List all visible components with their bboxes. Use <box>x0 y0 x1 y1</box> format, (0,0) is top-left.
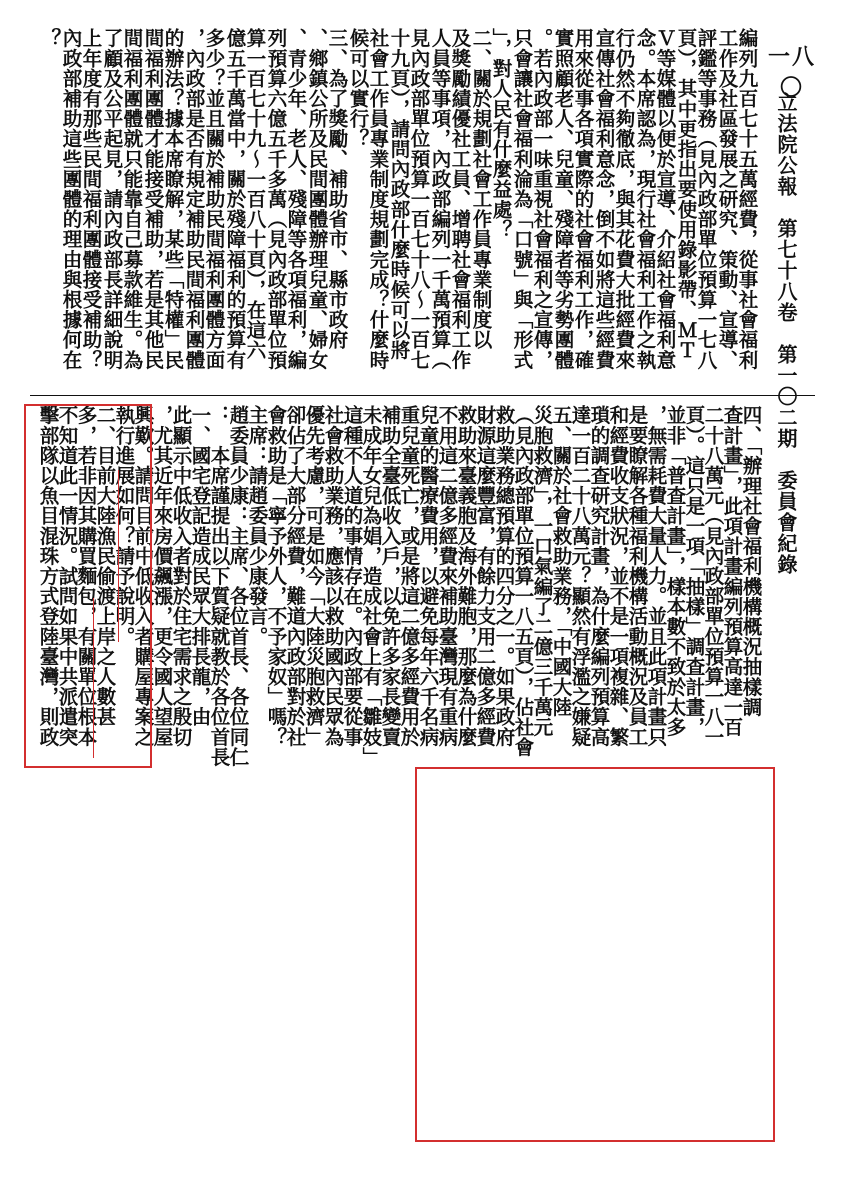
bottom-text-column: 多，若非因其購買麵包，有關單位根本 <box>74 405 98 747</box>
top-text-column: 二、關於規劃社會工作員專業制度以 <box>469 28 493 350</box>
bottom-text-column: 執行進展如何？請予說明。 <box>112 405 136 647</box>
bottom-text-column: 頁）。這只是一項「抽樣」調查計畫， <box>682 405 706 737</box>
top-text-column: 、鄉鎮公所及民間團體辦理兒童、婦女 <box>305 28 329 370</box>
top-text-column: Ｖ等媒體以便於宣導、介紹社會福利意 <box>653 28 677 370</box>
top-text-column: 宣傳社會福利意念，倒不如將這些經費 <box>592 28 616 370</box>
underline-mark-2 <box>93 598 94 758</box>
top-text-column: 三、為了獎勵、補助省市、縣市政府 <box>325 28 349 350</box>
bottom-text-column: 主席：請趙委員少康發言。 <box>245 405 269 647</box>
bottom-text-column: 救助來臺義胞及海外難胞，那麼為什麼 <box>454 405 478 747</box>
top-text-column: 間福利團體就只能靠自己募款維生。為 <box>120 28 144 370</box>
page-number: 一八〇 <box>767 44 816 101</box>
bottom-text-column: 達一百二十八萬元？顯然有浮濫之嫌疑 <box>568 405 592 747</box>
bottom-text-column: 重兒童死亡，或是將這二億多經費用於 <box>397 405 421 747</box>
bottom-text-column: 此顯示中低收入者對於住宅需求之殷切 <box>169 405 193 747</box>
top-text-column: ？ <box>38 28 62 49</box>
journal-header: 立法院公報 第七十八卷 第一〇二期 委員會紀錄 <box>774 92 798 575</box>
bottom-text-column: 會救助是「寧予外人，不予家奴」嗎？ <box>264 405 288 747</box>
bottom-text-column: ，尤其近年來房價飆漲，更令國人望屋 <box>150 405 174 747</box>
bottom-text-column: 二、目前大陸漁民偷渡上岸之人數甚 <box>93 405 117 727</box>
bottom-text-column: 未成年女兒為娼，造成社會上有「雛妓」 <box>359 405 383 767</box>
top-text-column: 候可以實行？ <box>346 28 370 149</box>
bottom-text-column: 擊部隊以魚目混珠方式登陸臺灣，則政 <box>36 405 60 747</box>
bottom-text-column: 不用這二億多經費來補助臺灣現有重病 <box>435 405 459 747</box>
top-text-column: 多少？並且關於補助民間福利團體方面 <box>202 28 226 370</box>
top-text-column: 十九頁），請問內政部什麼時候可以將 <box>387 28 411 360</box>
bottom-text-column: ，無需耗費大量人力。並且此項計畫只 <box>644 405 668 747</box>
bottom-text-column: 興歎。請問目前中低收入者購屋專案之 <box>131 405 155 747</box>
bottom-text-column: 災胞救濟」，一口氣編了二億三千萬元 <box>530 405 554 737</box>
top-text-column: 人員等事項，內政部編列一千萬預算（ <box>428 28 452 370</box>
top-text-column: 及獎勵績優社工員、增聘社會福利工作 <box>448 28 472 370</box>
top-text-column: 頁），其中更指出要使用錄影帶、ＭＴ <box>674 28 698 360</box>
bottom-text-column: 兒童的醫療費用，以避免每年六千名病 <box>416 405 440 747</box>
bottom-text-column: 瑣的調查研究計畫，為什麼編列預算高 <box>587 405 611 747</box>
top-text-column: 列預算六億五千多萬（見內政部單位預 <box>264 28 288 370</box>
bottom-text-column: 救助業務總預算的四分之一。如果政府 <box>492 405 516 747</box>
bottom-text-column: 不知道此一情況。試問如果中共派遣突 <box>55 405 79 747</box>
top-text-column: 算一百七十九～一百八十頁），在這六 <box>243 28 267 360</box>
bottom-text-column: 五、關於社會救助業務，「中國大陸 <box>549 405 573 717</box>
bottom-text-column: （見內政部單位預算一八五頁），佔社會 <box>511 405 535 758</box>
top-text-column: 、青少年、老人、殘障等各項福利，編 <box>284 28 308 370</box>
underline-mark-1 <box>118 470 119 642</box>
bottom-text-column: 補助全臺低收入戶，以免許多家長變賣 <box>378 405 402 747</box>
top-text-column: 念。本席認為，現行社會福利工作之執 <box>633 28 657 370</box>
bottom-text-column: 優先考慮，可是如今「大陸災胞救濟」 <box>302 405 326 747</box>
bottom-text-column: 和經費收支狀況，並不是一項複雜、繁 <box>606 405 630 747</box>
top-text-column: 的辦法？據本席瞭解，某些「特權」民 <box>161 28 185 370</box>
top-text-column: 內政部補助這些團體的理由與根據何在 <box>59 28 83 370</box>
top-text-column: 工作及社區發展之研究、策動、宣導、 <box>715 28 739 370</box>
top-text-column: 」，對人民有什麼益處？ <box>489 28 513 240</box>
bottom-text-column: 卻佔了大部分經費，難道內政部對於社 <box>283 405 307 747</box>
top-text-column: 見內政部單位預算一百七十八～一百七 <box>407 28 431 370</box>
top-text-column: 評鑑等事務（見內政部單位預算一七八 <box>694 28 718 370</box>
top-text-column: 編列九百七十五萬經費，從事社會福利 <box>735 28 759 370</box>
bottom-text-column: 這種不人道的事情存在。內政部要從事 <box>340 405 364 747</box>
bottom-text-column: 四、「辦理社會福利機構概況抽樣調 <box>739 405 763 717</box>
bottom-text-column: 社會救助業務，應該以救助國內民眾為 <box>321 405 345 747</box>
bottom-text-column: 財源這麼豐富，有餘力支用二億多經費 <box>473 405 497 747</box>
top-text-column: 只會讓社會福利淪為「口號」與「形式 <box>510 28 534 370</box>
top-text-column: 用來從事各項實際的社會福利工作，確 <box>571 28 595 370</box>
top-text-column: ，內政部是否有規定補助民間福利團體 <box>182 28 206 370</box>
highlight-box-continuation <box>415 767 775 1142</box>
top-text-column: 上年度有那些民間福利團體接受補助？ <box>79 28 103 370</box>
top-text-column: 了顧及公平起見，請內政部長詳細說明 <box>100 28 124 370</box>
top-text-column: 實照顧老人、兒童、殘障者等劣勢團體 <box>551 28 575 370</box>
bottom-text-column: 是要瞭解各種福利機構活動概況及員工 <box>625 405 649 747</box>
bottom-text-column: 並非「普查計畫」，樣本數不致於太多 <box>663 405 687 737</box>
bottom-text-column: ： 本席謹提出以下質疑就教於各位首長 <box>207 405 231 767</box>
top-text-column: 行仍然不夠徹底，與其花費大批經費來 <box>612 28 636 370</box>
top-text-column: 間福利團體才能接受補助，若是其他民 <box>141 28 165 370</box>
bottom-text-column: 趙委員少康：主席、各位首長、各位同仁 <box>226 405 250 767</box>
bottom-text-column: 一、國宅登記造成民眾大排長龍，由 <box>188 405 212 727</box>
top-text-column: 社會工作員專業制度規劃完成？什麼時 <box>366 28 390 370</box>
section-divider <box>30 395 815 396</box>
bottom-text-column: 查計畫」，此項計畫編列預算高達一百 <box>720 405 744 737</box>
bottom-text-column: 二十八萬元（見內政部單位預算一八一 <box>701 405 725 747</box>
top-text-column: 。若內政部一味重視社會福利之宣傳， <box>530 28 554 370</box>
top-text-column: 億五千萬當中，關於殘障福利的預算有 <box>223 28 247 370</box>
